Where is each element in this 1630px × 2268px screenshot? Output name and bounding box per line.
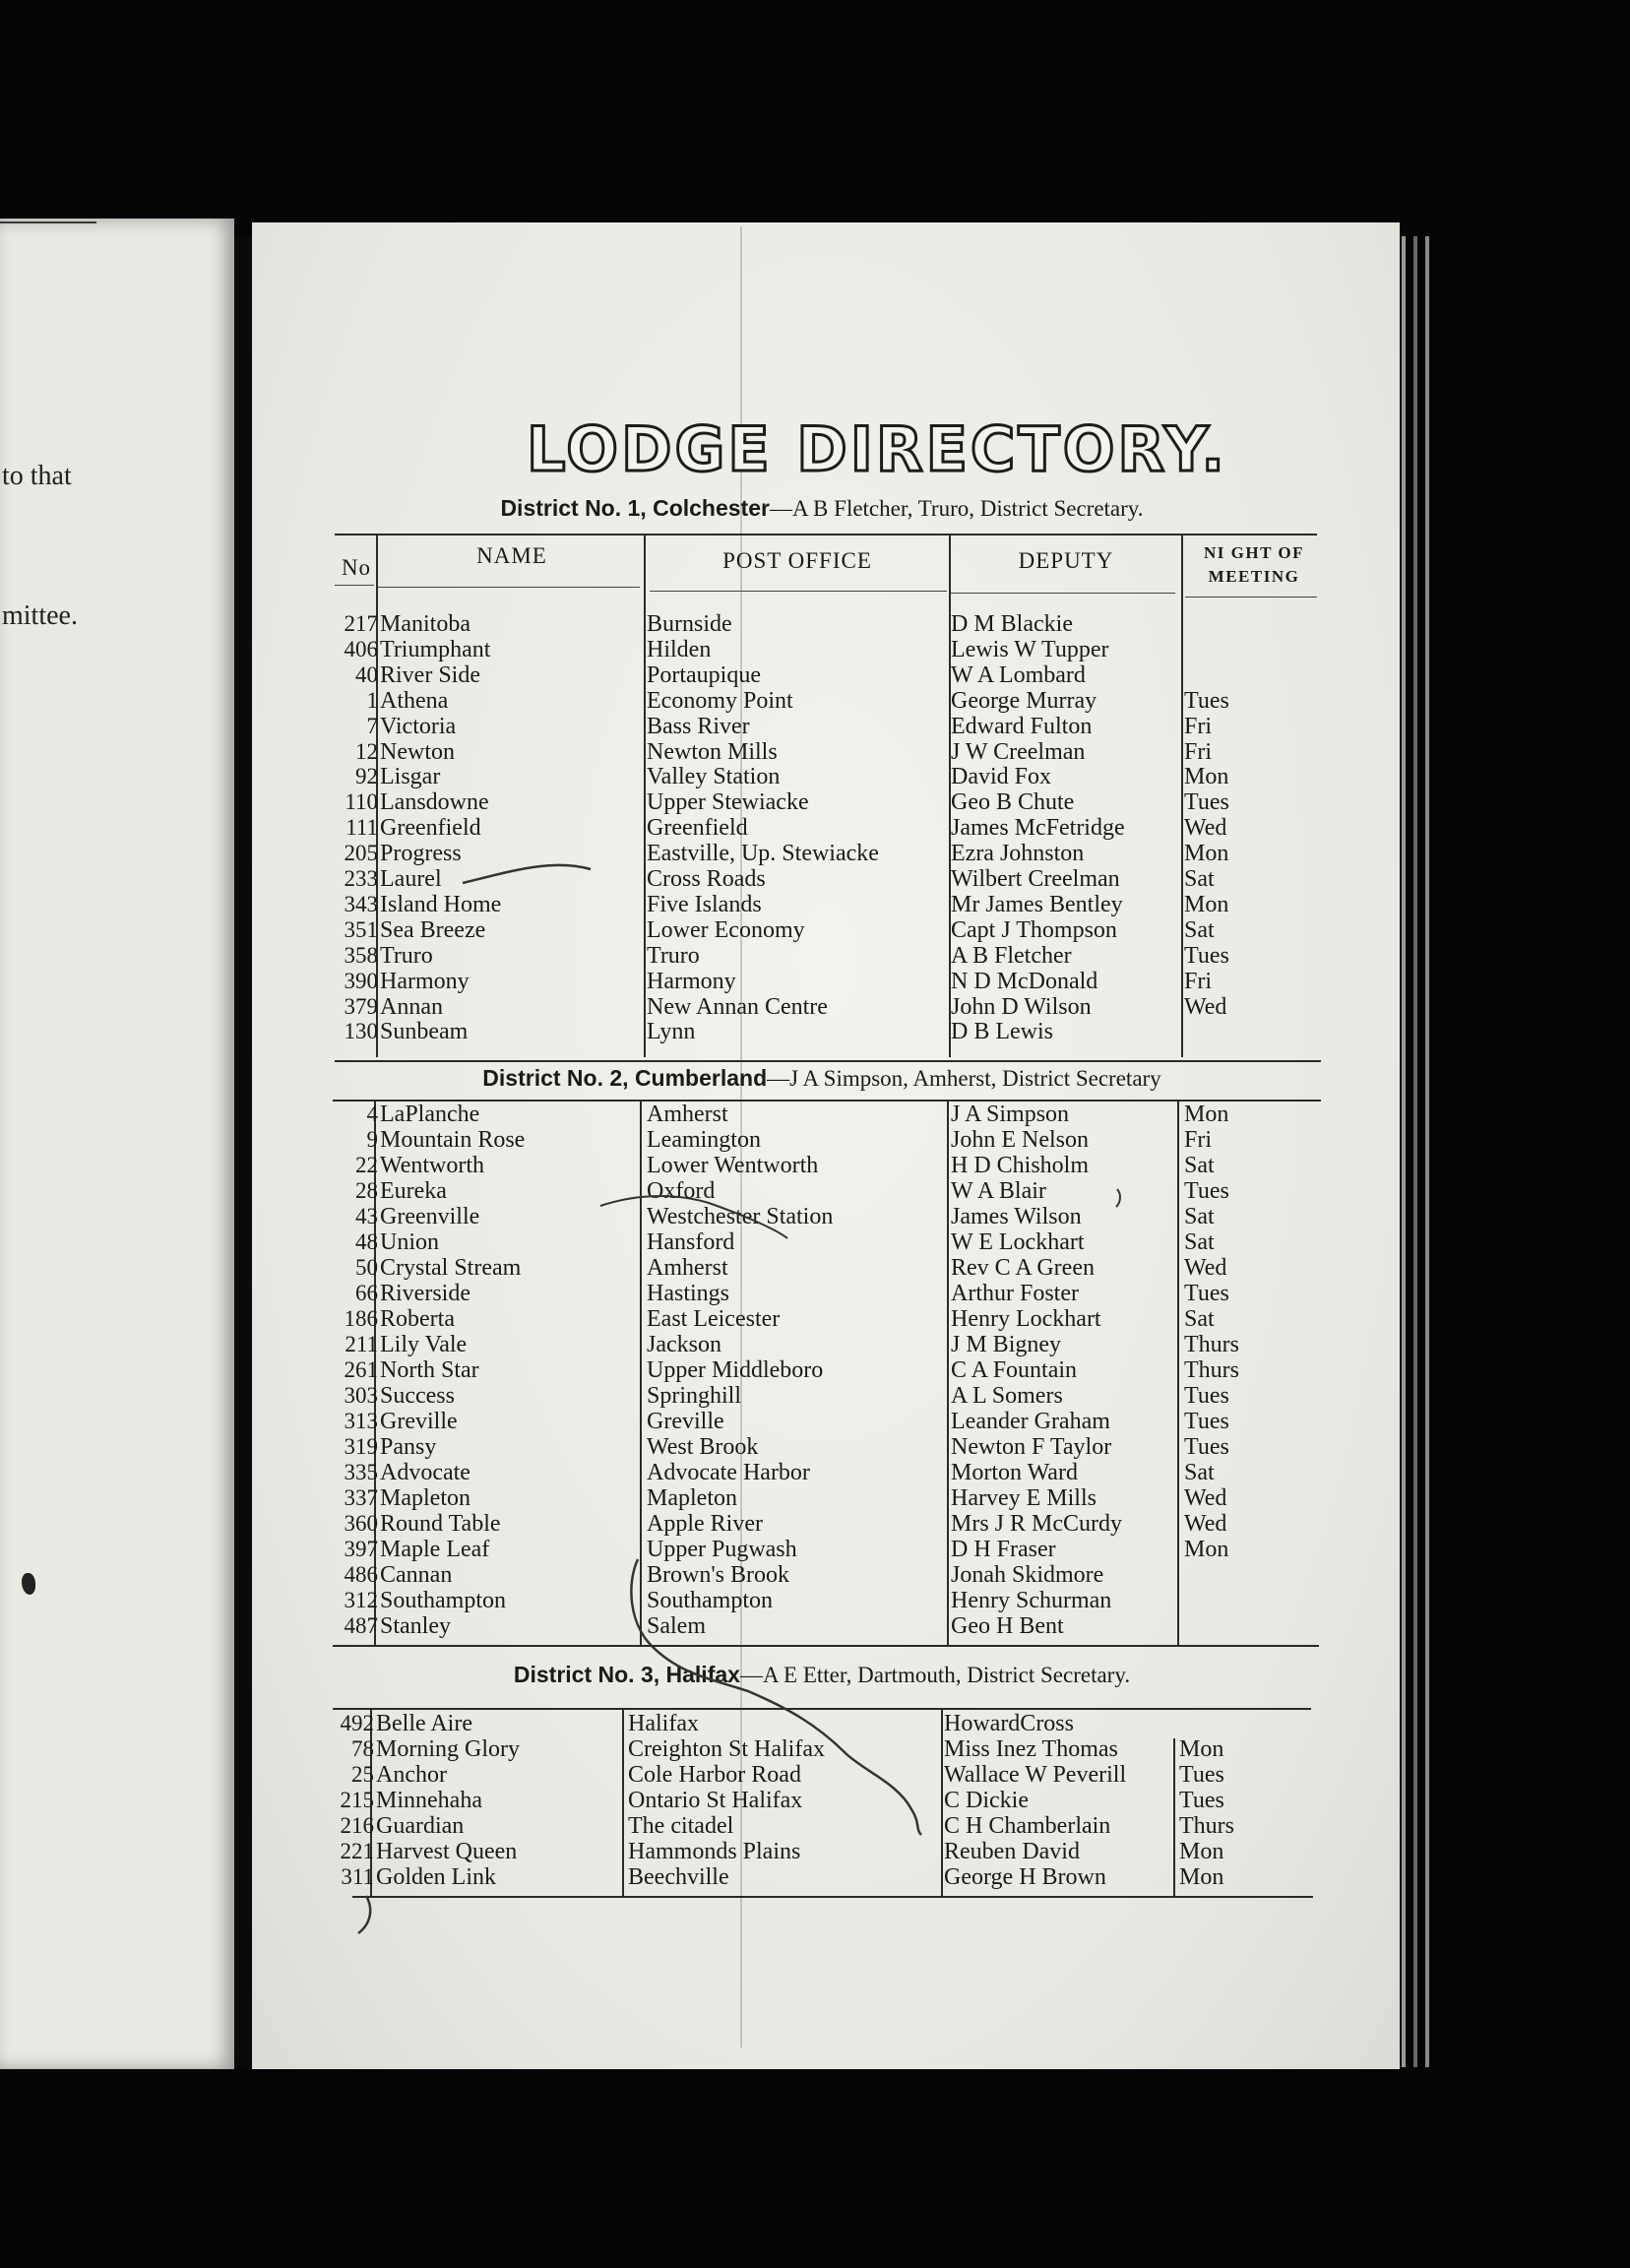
lodge-deputy: George H Brown: [944, 1864, 1106, 1890]
lodge-number: 486: [344, 1562, 378, 1587]
night-header-line-1: NI GHT OF: [1204, 543, 1304, 562]
lodge-name: Lansdowne: [380, 789, 489, 816]
lodge-name: Pansy: [380, 1434, 437, 1460]
lodge-deputy: Harvey E Mills: [951, 1485, 1097, 1511]
page-title: LODGE DIRECTORY.: [527, 413, 1227, 485]
lodge-meeting-night: Fri: [1184, 968, 1213, 994]
lodge-deputy: Miss Inez Thomas: [944, 1736, 1118, 1762]
lodge-post-office: Valley Station: [647, 764, 781, 790]
lodge-deputy: C H Chamberlain: [944, 1813, 1111, 1839]
lodge-post-office: Beechville: [628, 1864, 729, 1890]
lodge-name: Morning Glory: [376, 1736, 520, 1762]
lodge-name: Greenville: [380, 1204, 480, 1229]
lodge-deputy: A B Fletcher: [951, 942, 1072, 969]
lodge-row: [0, 1711, 1630, 1736]
lodge-post-office: Southampton: [647, 1588, 774, 1613]
lodge-number: 130: [344, 1019, 378, 1044]
lodge-deputy: Mrs J R McCurdy: [951, 1511, 1123, 1537]
lodge-number: 335: [344, 1460, 378, 1484]
lodge-number: 319: [344, 1434, 378, 1459]
district-secretary: —A E Etter, Dartmouth, District Secretary.: [739, 1663, 1131, 1687]
lodge-row: [0, 1562, 1630, 1588]
lodge-name: Manitoba: [380, 611, 470, 637]
lodge-post-office: Ontario St Halifax: [628, 1788, 803, 1813]
lodge-post-office: Halifax: [628, 1711, 699, 1736]
column-header-post-office: POST OFFICE: [722, 548, 872, 573]
lodge-meeting-night: Sat: [1184, 1460, 1215, 1485]
lodge-row: [0, 1102, 1630, 1127]
lodge-meeting-night: Wed: [1184, 815, 1227, 842]
lodge-name: Minnehaha: [376, 1788, 482, 1813]
lodge-meeting-night: Wed: [1184, 1485, 1227, 1511]
district-heading: [335, 1065, 1309, 1092]
lodge-row: [0, 1736, 1630, 1762]
lodge-row: [0, 1229, 1630, 1255]
lodge-row: [0, 1409, 1630, 1434]
lodge-number: 360: [344, 1511, 378, 1536]
lodge-deputy: J M Bigney: [951, 1332, 1062, 1357]
lodge-meeting-night: Mon: [1184, 841, 1229, 867]
lodge-number: 221: [340, 1839, 374, 1863]
lodge-number: 217: [344, 611, 378, 636]
lodge-post-office: Burnside: [647, 611, 732, 637]
lodge-meeting-night: Mon: [1184, 1537, 1229, 1562]
lodge-number: 406: [344, 636, 378, 662]
lodge-deputy: H D Chisholm: [951, 1153, 1090, 1178]
lodge-meeting-night: Mon: [1179, 1864, 1224, 1890]
lodge-deputy: Edward Fulton: [951, 713, 1093, 739]
lodge-name: Southampton: [380, 1588, 507, 1613]
lodge-row: [0, 789, 1630, 815]
lodge-number: 492: [340, 1711, 374, 1735]
lodge-meeting-night: Sat: [1184, 1229, 1215, 1255]
lodge-row: [0, 739, 1630, 765]
lodge-deputy: Geo B Chute: [951, 789, 1075, 816]
lodge-name: Victoria: [380, 713, 457, 739]
lodge-number: 22: [355, 1153, 378, 1177]
lodge-name: Wentworth: [380, 1153, 485, 1178]
district-label: District No. 3, Halifax: [513, 1662, 740, 1687]
lodge-row: [0, 688, 1630, 714]
column-header-night: [1185, 541, 1323, 589]
table-top-rule: [335, 534, 1317, 536]
lodge-number: 40: [355, 662, 378, 687]
lodge-meeting-night: Tues: [1184, 942, 1229, 969]
lodge-meeting-night: Thurs: [1184, 1332, 1239, 1357]
lodge-deputy: Arthur Foster: [951, 1281, 1079, 1306]
lodge-name: Maple Leaf: [380, 1537, 490, 1562]
lodge-meeting-night: Sat: [1184, 1204, 1215, 1229]
lodge-deputy: Newton F Taylor: [951, 1434, 1112, 1460]
lodge-number: 4: [366, 1102, 378, 1126]
lodge-deputy: N D McDonald: [951, 968, 1098, 994]
lodge-row: [0, 1153, 1630, 1178]
lodge-deputy: Henry Lockhart: [951, 1306, 1101, 1332]
lodge-row: [0, 1762, 1630, 1788]
lodge-deputy: Jonah Skidmore: [951, 1562, 1104, 1588]
lodge-row: [0, 714, 1630, 739]
lodge-row: [0, 1788, 1630, 1813]
lodge-post-office: Greville: [647, 1409, 724, 1434]
lodge-row: [0, 1204, 1630, 1229]
lodge-deputy: W A Blair: [951, 1178, 1046, 1204]
lodge-deputy: Wallace W Peverill: [944, 1762, 1127, 1788]
lodge-post-office: Amherst: [647, 1255, 728, 1281]
lodge-row: [0, 994, 1630, 1020]
lodge-name: Greville: [380, 1409, 458, 1434]
lodge-row: [0, 841, 1630, 866]
lodge-deputy: W A Lombard: [951, 662, 1086, 688]
lodge-deputy: James Wilson: [951, 1204, 1082, 1229]
lodge-number: 216: [340, 1813, 374, 1838]
lodge-meeting-night: Thurs: [1184, 1357, 1239, 1383]
lodge-number: 50: [355, 1255, 378, 1280]
lodge-number: 12: [355, 738, 378, 764]
lodge-row: [0, 1864, 1630, 1890]
lodge-row: [0, 1178, 1630, 1204]
lodge-number: 312: [344, 1588, 378, 1612]
lodge-deputy: John D Wilson: [951, 993, 1092, 1020]
lodge-meeting-night: Sat: [1184, 866, 1215, 892]
lodge-deputy: Leander Graham: [951, 1409, 1110, 1434]
lodge-number: 66: [355, 1281, 378, 1305]
lodge-name: Crystal Stream: [380, 1255, 522, 1281]
lodge-post-office: Newton Mills: [647, 738, 778, 765]
lodge-name: Guardian: [376, 1813, 465, 1839]
lodge-row: [0, 1813, 1630, 1839]
lodge-deputy: HowardCross: [944, 1711, 1074, 1736]
lodge-meeting-night: Fri: [1184, 738, 1213, 765]
lodge-row: [0, 662, 1630, 688]
lodge-meeting-night: Tues: [1184, 687, 1229, 714]
lodge-name: Harvest Queen: [376, 1839, 518, 1864]
lodge-meeting-night: Thurs: [1179, 1813, 1234, 1839]
lodge-number: 233: [344, 866, 378, 891]
lodge-name: Progress: [380, 841, 462, 867]
lodge-name: Laurel: [380, 866, 442, 892]
lodge-number: 78: [351, 1736, 374, 1761]
header-underline: [650, 591, 947, 592]
lodge-row: [0, 1460, 1630, 1485]
lodge-name: Lily Vale: [380, 1332, 468, 1357]
lodge-number: 487: [344, 1613, 378, 1638]
lodge-deputy: David Fox: [951, 764, 1051, 790]
lodge-number: 351: [344, 916, 378, 942]
lodge-row: [0, 637, 1630, 662]
lodge-number: 7: [366, 713, 378, 738]
lodge-post-office: Hilden: [647, 636, 712, 662]
lodge-meeting-night: Mon: [1184, 1102, 1229, 1127]
lodge-row: [0, 1613, 1630, 1639]
lodge-meeting-night: Mon: [1179, 1736, 1224, 1762]
lodge-number: 303: [344, 1383, 378, 1408]
lodge-post-office: Greenfield: [647, 815, 748, 842]
header-underline: [335, 585, 374, 586]
lodge-row: [0, 764, 1630, 789]
lodge-row: [0, 892, 1630, 917]
lodge-deputy: D B Lewis: [951, 1019, 1053, 1045]
lodge-deputy: George Murray: [951, 687, 1097, 714]
lodge-post-office: Salem: [647, 1613, 706, 1639]
lodge-row: [0, 1839, 1630, 1864]
lodge-post-office: Apple River: [647, 1511, 763, 1537]
lodge-post-office: Hansford: [647, 1229, 735, 1255]
lodge-row: [0, 1306, 1630, 1332]
column-header-name: NAME: [476, 543, 547, 568]
lodge-post-office: Westchester Station: [647, 1204, 834, 1229]
lodge-deputy: Mr James Bentley: [951, 891, 1123, 917]
header-underline: [951, 593, 1175, 594]
district-label: District No. 2, Cumberland: [482, 1065, 768, 1091]
lodge-name: Greenfield: [380, 815, 481, 842]
lodge-name: North Star: [380, 1357, 479, 1383]
district-heading: [335, 495, 1309, 522]
district-secretary: —A B Fletcher, Truro, District Secretary.: [769, 496, 1144, 521]
lodge-number: 211: [345, 1332, 378, 1356]
left-page-rule: [0, 221, 96, 223]
lodge-name: Lisgar: [380, 764, 441, 790]
lodge-number: 313: [344, 1409, 378, 1433]
lodge-deputy: J A Simpson: [951, 1102, 1070, 1127]
lodge-post-office: Truro: [647, 942, 700, 969]
lodge-number: 379: [344, 993, 378, 1019]
lodge-name: Triumphant: [380, 636, 491, 662]
lodge-post-office: Lower Wentworth: [647, 1153, 819, 1178]
lodge-name: Annan: [380, 993, 443, 1020]
lodge-deputy: Henry Schurman: [951, 1588, 1112, 1613]
lodge-deputy: Ezra Johnston: [951, 841, 1085, 867]
lodge-row: [0, 1588, 1630, 1613]
lodge-name: Advocate: [380, 1460, 470, 1485]
lodge-post-office: Upper Middleboro: [647, 1357, 824, 1383]
lodge-number: 390: [344, 968, 378, 993]
lodge-number: 205: [344, 841, 378, 866]
lodge-deputy: John E Nelson: [951, 1127, 1089, 1153]
lodge-post-office: Mapleton: [647, 1485, 737, 1511]
lodge-row: [0, 1537, 1630, 1562]
lodge-post-office: New Annan Centre: [647, 993, 828, 1020]
lodge-name: Golden Link: [376, 1864, 496, 1890]
lodge-number: 343: [344, 891, 378, 916]
district-label: District No. 1, Colchester: [500, 495, 770, 521]
lodge-number: 92: [355, 764, 378, 789]
lodge-name: Sunbeam: [380, 1019, 469, 1045]
lodge-post-office: Bass River: [647, 713, 750, 739]
lodge-row: [0, 1383, 1630, 1409]
lodge-name: Mapleton: [380, 1485, 470, 1511]
lodge-post-office: Advocate Harbor: [647, 1460, 810, 1485]
lodge-number: 397: [344, 1537, 378, 1561]
lodge-post-office: Leamington: [647, 1127, 761, 1153]
lodge-deputy: James McFetridge: [951, 815, 1125, 842]
lodge-number: 358: [344, 942, 378, 968]
lodge-row: [0, 1511, 1630, 1537]
column-header-deputy: DEPUTY: [1018, 548, 1114, 573]
lodge-number: 215: [340, 1788, 374, 1812]
lodge-deputy: Wilbert Creelman: [951, 866, 1120, 892]
lodge-number: 111: [345, 815, 378, 841]
lodge-name: Riverside: [380, 1281, 470, 1306]
lodge-post-office: Hammonds Plains: [628, 1839, 801, 1864]
lodge-name: Mountain Rose: [380, 1127, 526, 1153]
lodge-meeting-night: Sat: [1184, 1153, 1215, 1178]
lodge-row: [0, 917, 1630, 943]
lodge-name: Stanley: [380, 1613, 451, 1639]
lodge-number: 110: [345, 789, 378, 815]
header-underline: [1185, 597, 1317, 598]
lodge-name: LaPlanche: [380, 1102, 480, 1127]
lodge-deputy: Rev C A Green: [951, 1255, 1095, 1281]
lodge-name: Round Table: [380, 1511, 501, 1537]
column-header-no: No: [341, 555, 372, 580]
lodge-name: Eureka: [380, 1178, 447, 1204]
lodge-name: Cannan: [380, 1562, 453, 1588]
lodge-meeting-night: Sat: [1184, 1306, 1215, 1332]
lodge-name: Roberta: [380, 1306, 455, 1332]
lodge-row: [0, 1019, 1630, 1044]
lodge-row: [0, 969, 1630, 994]
lodge-post-office: Lynn: [647, 1019, 696, 1045]
lodge-name: Athena: [380, 687, 449, 714]
lodge-post-office: East Leicester: [647, 1306, 781, 1332]
lodge-name: Truro: [380, 942, 433, 969]
lodge-row: [0, 815, 1630, 841]
lodge-meeting-night: Mon: [1184, 764, 1229, 790]
lodge-post-office: Economy Point: [647, 687, 793, 714]
lodge-deputy: Geo H Bent: [951, 1613, 1064, 1639]
lodge-number: 261: [344, 1357, 378, 1382]
lodge-meeting-night: Tues: [1179, 1788, 1224, 1813]
district-heading: [335, 1662, 1309, 1688]
lodge-meeting-night: Wed: [1184, 1511, 1227, 1537]
lodge-meeting-night: Wed: [1184, 1255, 1227, 1281]
lodge-post-office: Upper Stewiacke: [647, 789, 809, 816]
lodge-meeting-night: Tues: [1184, 1178, 1229, 1204]
lodge-row: [0, 1281, 1630, 1306]
lodge-row: [0, 943, 1630, 969]
lodge-number: 186: [344, 1306, 378, 1331]
lodge-number: 9: [366, 1127, 378, 1152]
lodge-deputy: C Dickie: [944, 1788, 1029, 1813]
lodge-post-office: Harmony: [647, 968, 736, 994]
lodge-post-office: Lower Economy: [647, 916, 805, 943]
lodge-meeting-night: Tues: [1184, 1383, 1229, 1409]
lodge-meeting-night: Mon: [1184, 891, 1229, 917]
lodge-row: [0, 611, 1630, 637]
lodge-deputy: C A Fountain: [951, 1357, 1078, 1383]
lodge-number: 311: [341, 1864, 374, 1889]
lodge-name: Newton: [380, 738, 455, 765]
header-underline: [378, 587, 640, 588]
lodge-name: Belle Aire: [376, 1711, 472, 1736]
lodge-meeting-night: Fri: [1184, 1127, 1213, 1153]
lodge-meeting-night: Tues: [1179, 1762, 1224, 1788]
lodge-post-office: Cross Roads: [647, 866, 766, 892]
lodge-meeting-night: Tues: [1184, 1434, 1229, 1460]
lodge-row: [0, 1485, 1630, 1511]
lodge-post-office: West Brook: [647, 1434, 759, 1460]
lodge-row: [0, 866, 1630, 892]
lodge-meeting-night: Sat: [1184, 916, 1215, 943]
lodge-name: River Side: [380, 662, 480, 688]
lodge-deputy: Reuben David: [944, 1839, 1080, 1864]
lodge-post-office: Brown's Brook: [647, 1562, 789, 1588]
lodge-post-office: Oxford: [647, 1178, 716, 1204]
lodge-row: [0, 1127, 1630, 1153]
lodge-number: 1: [366, 687, 378, 713]
lodge-number: 25: [351, 1762, 374, 1787]
lodge-number: 337: [344, 1485, 378, 1510]
lodge-deputy: Capt J Thompson: [951, 916, 1117, 943]
district-secretary: —J A Simpson, Amherst, District Secretary: [767, 1066, 1161, 1091]
lodge-post-office: Hastings: [647, 1281, 729, 1306]
lodge-post-office: Eastville, Up. Stewiacke: [647, 841, 879, 867]
lodge-deputy: W E Lockhart: [951, 1229, 1085, 1255]
left-page-line-1: to that: [2, 461, 72, 491]
lodge-row: [0, 1255, 1630, 1281]
lodge-deputy: A L Somers: [951, 1383, 1063, 1409]
lodge-post-office: Portaupique: [647, 662, 761, 688]
lodge-number: 28: [355, 1178, 378, 1203]
lodge-post-office: Jackson: [647, 1332, 721, 1357]
lodge-post-office: Creighton St Halifax: [628, 1736, 825, 1762]
lodge-number: 43: [355, 1204, 378, 1228]
lodge-meeting-night: Tues: [1184, 1281, 1229, 1306]
lodge-meeting-night: Tues: [1184, 1409, 1229, 1434]
lodge-meeting-night: Wed: [1184, 993, 1227, 1020]
lodge-deputy: J W Creelman: [951, 738, 1086, 765]
district-rule: [335, 1060, 1321, 1062]
lodge-post-office: The citadel: [628, 1813, 734, 1839]
lodge-meeting-night: Mon: [1179, 1839, 1224, 1864]
district-rule: [333, 1645, 1319, 1647]
lodge-number: 48: [355, 1229, 378, 1254]
lodge-name: Harmony: [380, 968, 470, 994]
lodge-post-office: Springhill: [647, 1383, 742, 1409]
lodge-post-office: Amherst: [647, 1102, 728, 1127]
lodge-post-office: Five Islands: [647, 891, 762, 917]
lodge-row: [0, 1357, 1630, 1383]
lodge-name: Anchor: [376, 1762, 447, 1788]
lodge-name: Success: [380, 1383, 455, 1409]
lodge-post-office: Cole Harbor Road: [628, 1762, 801, 1788]
lodge-name: Island Home: [380, 891, 502, 917]
lodge-deputy: D H Fraser: [951, 1537, 1056, 1562]
lodge-name: Union: [380, 1229, 439, 1255]
lodge-deputy: Morton Ward: [951, 1460, 1078, 1485]
table-bottom-rule: [352, 1896, 1313, 1898]
night-header-line-2: MEETING: [1208, 567, 1300, 586]
lodge-meeting-night: Tues: [1184, 789, 1229, 816]
district-rule: [333, 1708, 1311, 1710]
left-page-line-2: mittee.: [2, 600, 78, 631]
lodge-post-office: Upper Pugwash: [647, 1537, 797, 1562]
lodge-deputy: D M Blackie: [951, 611, 1073, 637]
lodge-name: Sea Breeze: [380, 916, 486, 943]
lodge-row: [0, 1332, 1630, 1357]
lodge-deputy: Lewis W Tupper: [951, 636, 1109, 662]
lodge-meeting-night: Fri: [1184, 713, 1213, 739]
lodge-row: [0, 1434, 1630, 1460]
